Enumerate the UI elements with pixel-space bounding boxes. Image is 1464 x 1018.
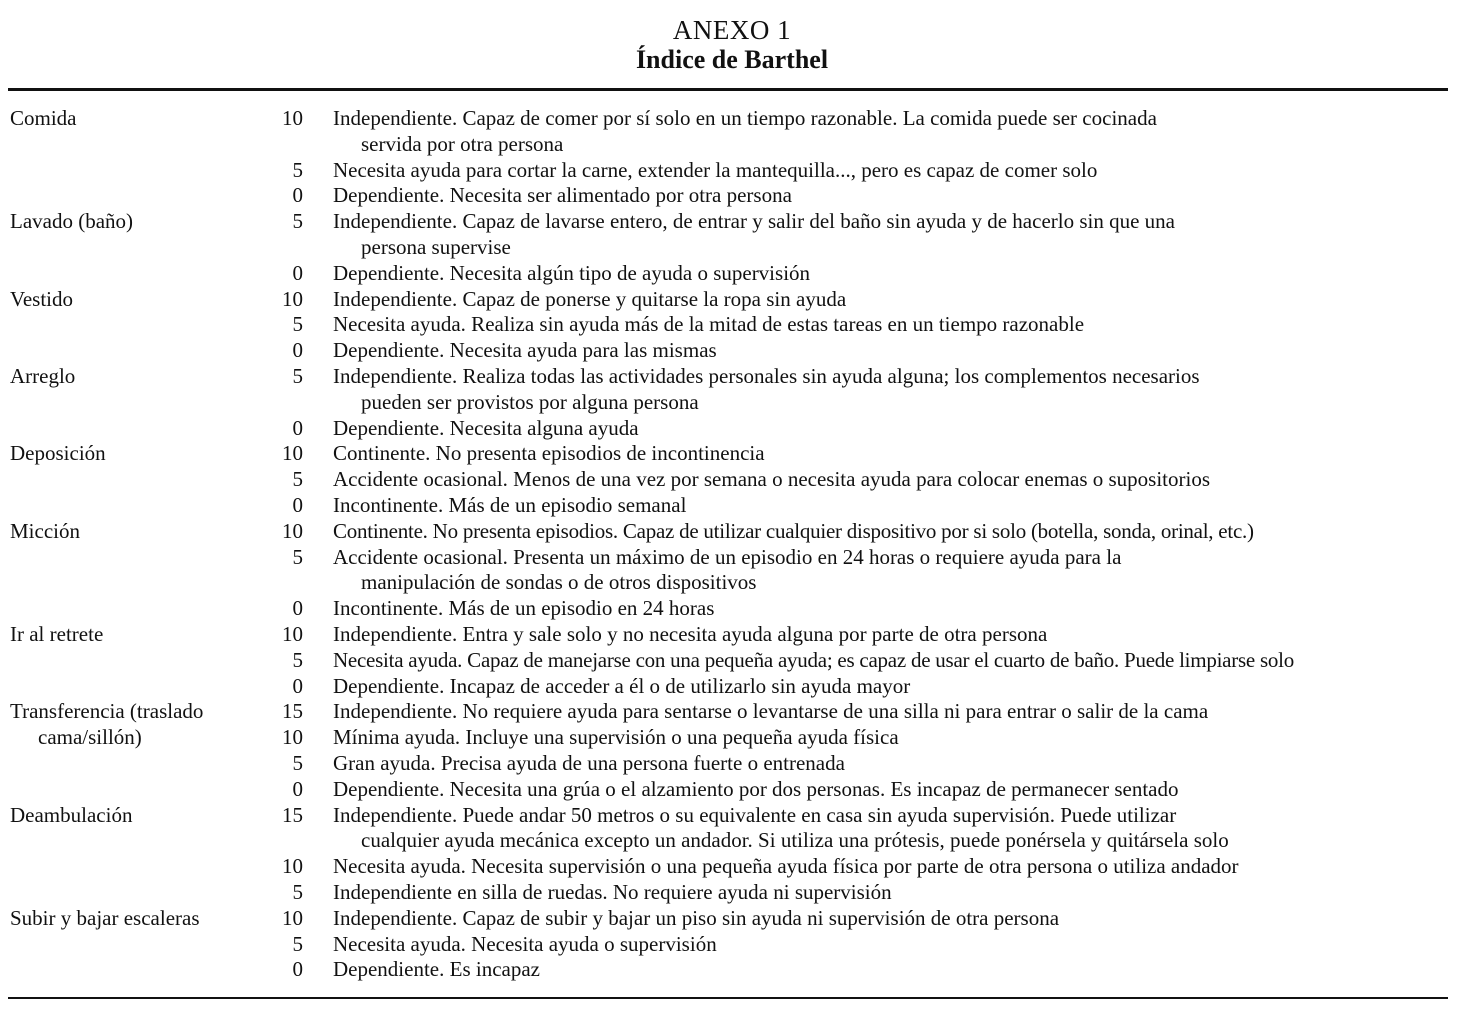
item-label-line: Transferencia (traslado bbox=[10, 699, 204, 724]
score-description bbox=[333, 803, 1450, 855]
description-line: manipulación de sondas o de otros dispositivos bbox=[361, 570, 757, 595]
score-row bbox=[250, 880, 1450, 906]
score-points: 0 bbox=[292, 492, 303, 517]
item-label-line: Arreglo bbox=[10, 363, 76, 388]
item-scores bbox=[250, 209, 1450, 286]
description-line: Necesita ayuda para cortar la carne, extender la mantequilla..., pero es capaz de comer solo bbox=[333, 157, 1098, 182]
score-row bbox=[250, 209, 1450, 261]
item-label-line: Deposición bbox=[10, 441, 106, 466]
score-row bbox=[250, 596, 1450, 622]
item-label-line: Vestido bbox=[10, 286, 73, 311]
score-points: 15 bbox=[282, 802, 303, 827]
description-line: Independiente. Puede andar 50 metros o su equivalente en casa sin ayuda supervisión. Puede utilizar bbox=[333, 802, 1177, 827]
score-description bbox=[333, 261, 1450, 287]
score-row bbox=[250, 803, 1450, 855]
item-scores bbox=[250, 519, 1450, 622]
item-label bbox=[10, 441, 250, 518]
score-points: 5 bbox=[292, 467, 303, 492]
item-label bbox=[10, 622, 250, 699]
item-label-line: Subir y bajar escaleras bbox=[10, 905, 200, 930]
score-points: 0 bbox=[292, 673, 303, 698]
description-line: persona supervise bbox=[361, 234, 511, 259]
description-line: Necesita ayuda. Capaz de manejarse con una pequeña ayuda; es capaz de usar el cuarto de baño. Puede limpiarse solo bbox=[333, 647, 1294, 672]
description-line: Independiente. No requiere ayuda para sentarse o levantarse de una silla ni para entrar o salir de la cama bbox=[333, 699, 1209, 724]
item-label bbox=[10, 519, 250, 622]
score-points: 5 bbox=[292, 363, 303, 388]
item-scores bbox=[250, 803, 1450, 906]
score-row bbox=[250, 777, 1450, 803]
barthel-item bbox=[10, 906, 1450, 983]
description-line: Independiente. Capaz de comer por sí solo en un tiempo razonable. La comida puede ser cocinada bbox=[333, 106, 1157, 130]
score-row bbox=[250, 699, 1450, 725]
score-row bbox=[250, 441, 1450, 467]
top-rule bbox=[8, 88, 1448, 91]
description-line: Independiente. Entra y sale solo y no necesita ayuda alguna por parte de otra persona bbox=[333, 621, 1048, 646]
description-line: Necesita ayuda. Realiza sin ayuda más de la mitad de estas tareas en un tiempo razonable bbox=[333, 312, 1085, 337]
score-row bbox=[250, 519, 1450, 545]
score-description bbox=[333, 699, 1450, 725]
item-scores bbox=[250, 906, 1450, 983]
score-description bbox=[333, 338, 1450, 364]
description-line: Accidente ocasional. Menos de una vez por semana o necesita ayuda para colocar enemas o supositorios bbox=[333, 467, 1211, 492]
score-description bbox=[333, 287, 1450, 313]
item-label bbox=[10, 906, 250, 983]
description-line: Dependiente. Necesita alguna ayuda bbox=[333, 415, 639, 440]
annex-label: ANEXO 1 bbox=[672, 15, 792, 45]
barthel-item bbox=[10, 364, 1450, 441]
score-description bbox=[333, 648, 1450, 674]
description-line: Independiente en silla de ruedas. No requiere ayuda ni supervisión bbox=[333, 879, 892, 904]
score-points: 0 bbox=[292, 415, 303, 440]
score-points: 10 bbox=[282, 518, 303, 543]
score-points: 10 bbox=[282, 854, 303, 879]
barthel-item bbox=[10, 519, 1450, 622]
score-points: 5 bbox=[292, 544, 303, 569]
barthel-item bbox=[10, 699, 1450, 802]
description-line: Gran ayuda. Precisa ayuda de una persona fuerte o entrenada bbox=[333, 750, 845, 775]
score-points: 0 bbox=[292, 776, 303, 801]
score-row bbox=[250, 545, 1450, 597]
score-description bbox=[333, 158, 1450, 184]
description-line: Necesita ayuda. Necesita supervisión o una pequeña ayuda física por parte de otra persona o utiliza andador bbox=[333, 854, 1239, 879]
score-points: 5 bbox=[292, 647, 303, 672]
document-header bbox=[0, 0, 1464, 75]
score-points: 5 bbox=[292, 209, 303, 234]
score-description bbox=[333, 519, 1450, 545]
description-line: Independiente. Capaz de ponerse y quitarse la ropa sin ayuda bbox=[333, 286, 847, 311]
score-description bbox=[333, 545, 1450, 597]
item-scores bbox=[250, 364, 1450, 441]
description-line: Accidente ocasional. Presenta un máximo de un episodio en 24 horas o requiere ayuda para la bbox=[333, 544, 1122, 569]
score-row bbox=[250, 648, 1450, 674]
item-label-line: Micción bbox=[10, 518, 80, 543]
score-description bbox=[333, 106, 1450, 158]
item-label bbox=[10, 364, 250, 441]
score-description bbox=[333, 957, 1450, 983]
score-description bbox=[333, 854, 1450, 880]
score-row bbox=[250, 338, 1450, 364]
score-points: 10 bbox=[282, 905, 303, 930]
score-points: 10 bbox=[282, 621, 303, 646]
score-row bbox=[250, 467, 1450, 493]
description-line: pueden ser provistos por alguna persona bbox=[361, 389, 699, 414]
score-description bbox=[333, 416, 1450, 442]
description-line: Necesita ayuda. Necesita ayuda o supervisión bbox=[333, 931, 717, 956]
score-points: 5 bbox=[292, 931, 303, 956]
description-line: Continente. No presenta episodios de incontinencia bbox=[333, 441, 765, 466]
score-row bbox=[250, 364, 1450, 416]
score-row bbox=[250, 287, 1450, 313]
score-points: 5 bbox=[292, 312, 303, 337]
score-points: 0 bbox=[292, 957, 303, 982]
description-line: Incontinente. Más de un episodio en 24 horas bbox=[333, 596, 715, 621]
score-row bbox=[250, 622, 1450, 648]
description-line: Dependiente. Incapaz de acceder a él o de utilizarlo sin ayuda mayor bbox=[333, 673, 911, 698]
description-line: Independiente. Capaz de lavarse entero, de entrar y salir del baño sin ayuda y de hacerlo sin que una bbox=[333, 209, 1175, 234]
score-description bbox=[333, 183, 1450, 209]
score-row bbox=[250, 957, 1450, 983]
score-row bbox=[250, 183, 1450, 209]
score-row bbox=[250, 906, 1450, 932]
description-line: Independiente. Realiza todas las actividades personales sin ayuda alguna; los complementos necesarios bbox=[333, 363, 1200, 388]
score-description bbox=[333, 777, 1450, 803]
score-row bbox=[250, 416, 1450, 442]
score-points: 0 bbox=[292, 183, 303, 208]
barthel-item bbox=[10, 106, 1450, 209]
item-label-line: cama/sillón) bbox=[38, 725, 142, 750]
description-line: Mínima ayuda. Incluye una supervisión o una pequeña ayuda física bbox=[333, 725, 899, 750]
description-line: Dependiente. Necesita ser alimentado por otra persona bbox=[333, 183, 792, 208]
score-points: 15 bbox=[282, 699, 303, 724]
barthel-item bbox=[10, 803, 1450, 906]
score-row bbox=[250, 106, 1450, 158]
score-row bbox=[250, 312, 1450, 338]
description-line: Dependiente. Es incapaz bbox=[333, 957, 540, 982]
score-points: 10 bbox=[282, 106, 303, 130]
score-points: 0 bbox=[292, 596, 303, 621]
barthel-item bbox=[10, 287, 1450, 364]
score-points: 0 bbox=[292, 260, 303, 285]
document-title: Índice de Barthel bbox=[635, 45, 829, 74]
score-row bbox=[250, 854, 1450, 880]
score-description bbox=[333, 880, 1450, 906]
description-line: Incontinente. Más de un episodio semanal bbox=[333, 492, 687, 517]
score-description bbox=[333, 751, 1450, 777]
score-points: 10 bbox=[282, 441, 303, 466]
item-scores bbox=[250, 699, 1450, 802]
description-line: Dependiente. Necesita algún tipo de ayuda o supervisión bbox=[333, 260, 811, 285]
score-row bbox=[250, 158, 1450, 184]
bottom-rule bbox=[8, 997, 1448, 999]
score-description bbox=[333, 364, 1450, 416]
description-line: servida por otra persona bbox=[361, 131, 564, 156]
score-description bbox=[333, 467, 1450, 493]
item-label bbox=[10, 209, 250, 286]
score-points: 0 bbox=[292, 338, 303, 363]
score-description bbox=[333, 312, 1450, 338]
score-row bbox=[250, 261, 1450, 287]
description-line: cualquier ayuda mecánica excepto un andador. Si utiliza una prótesis, puede ponérsela y quitársela solo bbox=[361, 828, 1229, 853]
score-description bbox=[333, 596, 1450, 622]
item-scores bbox=[250, 287, 1450, 364]
score-description bbox=[333, 932, 1450, 958]
score-row bbox=[250, 751, 1450, 777]
score-points: 5 bbox=[292, 750, 303, 775]
score-row bbox=[250, 725, 1450, 751]
description-line: Dependiente. Necesita ayuda para las mismas bbox=[333, 338, 717, 363]
score-points: 10 bbox=[282, 286, 303, 311]
score-description bbox=[333, 209, 1450, 261]
score-row bbox=[250, 932, 1450, 958]
score-description bbox=[333, 674, 1450, 700]
score-row bbox=[250, 493, 1450, 519]
score-description bbox=[333, 622, 1450, 648]
item-label-line: Comida bbox=[10, 106, 77, 130]
description-line: Dependiente. Necesita una grúa o el alzamiento por dos personas. Es incapaz de permanecer sentado bbox=[333, 776, 1179, 801]
score-row bbox=[250, 674, 1450, 700]
item-label bbox=[10, 106, 250, 209]
barthel-items bbox=[10, 106, 1450, 983]
score-description bbox=[333, 906, 1450, 932]
score-description bbox=[333, 493, 1450, 519]
item-label bbox=[10, 699, 250, 802]
score-points: 5 bbox=[292, 157, 303, 182]
item-label-line: Lavado (baño) bbox=[10, 209, 134, 234]
barthel-item bbox=[10, 209, 1450, 286]
description-line: Continente. No presenta episodios. Capaz de utilizar cualquier dispositivo por si solo (botella, sonda, orinal, etc.) bbox=[333, 518, 1254, 543]
item-label bbox=[10, 803, 250, 906]
item-label bbox=[10, 287, 250, 364]
description-line: Independiente. Capaz de subir y bajar un piso sin ayuda ni supervisión de otra persona bbox=[333, 905, 1060, 930]
item-scores bbox=[250, 106, 1450, 209]
item-label-line: Deambulación bbox=[10, 802, 133, 827]
item-scores bbox=[250, 441, 1450, 518]
barthel-item bbox=[10, 441, 1450, 518]
score-description bbox=[333, 441, 1450, 467]
score-points: 5 bbox=[292, 879, 303, 904]
item-label-line: Ir al retrete bbox=[10, 621, 104, 646]
barthel-item bbox=[10, 622, 1450, 699]
score-description bbox=[333, 725, 1450, 751]
item-scores bbox=[250, 622, 1450, 699]
score-points: 10 bbox=[282, 725, 303, 750]
